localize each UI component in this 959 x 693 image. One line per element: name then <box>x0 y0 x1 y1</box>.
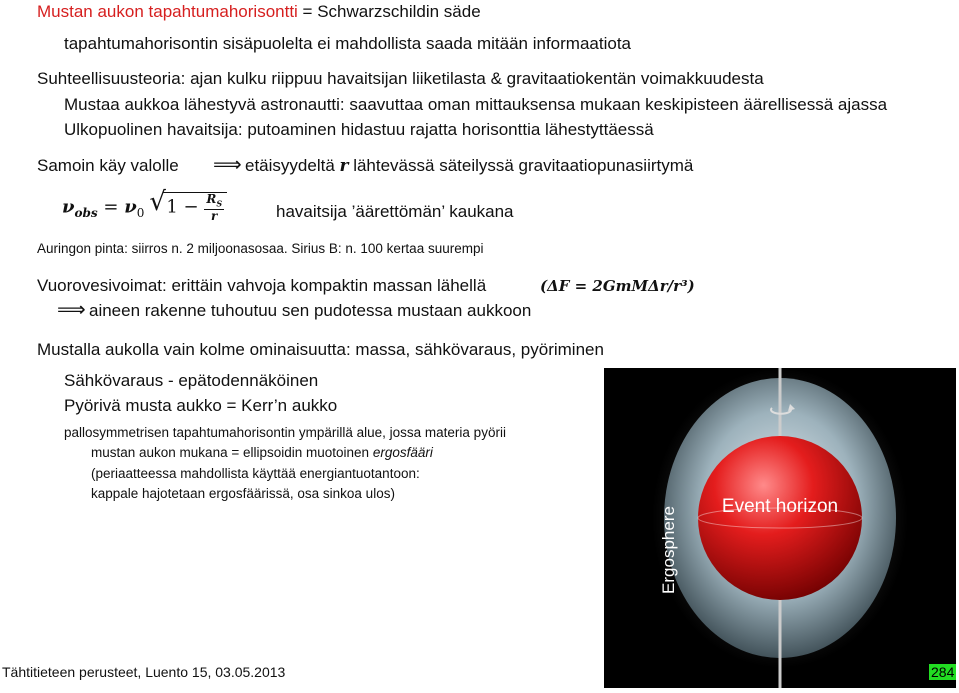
line14-pre: mustan aukon mukana = ellipsoidin muotoinen <box>91 445 373 460</box>
line6-mid1: etäisyydeltä <box>245 156 340 175</box>
text-line-15: (periaatteessa mahdollista käyttää energiantuotantoon: <box>91 466 420 481</box>
formula-one: 1 − <box>166 196 205 218</box>
text-line-3: Suhteellisuusteoria: ajan kulku riippuu havaitsijan liiketilasta & gravitaatiokentän voimakkuudesta <box>37 69 764 88</box>
ergosphere-label: Ergosphere <box>659 506 678 594</box>
formula-description: havaitsija ’äärettömän’ kaukana <box>276 202 514 221</box>
page-number: 284 <box>931 664 955 680</box>
formula-den: r <box>211 209 218 224</box>
heading-line <box>37 2 481 22</box>
figure-svg <box>604 368 956 688</box>
text-line-16: kappale hajotetaan ergosfäärissä, osa sinkoa ulos) <box>91 486 395 501</box>
text-line-9: aineen rakenne tuhoutuu sen pudotessa mustaan aukkoon <box>89 301 532 320</box>
event-horizon-label: Event horizon <box>721 496 839 517</box>
event-horizon-sphere <box>698 436 862 600</box>
text-line-14 <box>91 445 433 460</box>
sqrt-sign-icon: √ <box>149 187 166 217</box>
sqrt-radicand <box>149 187 227 224</box>
heading-term: Mustan aukon tapahtumahorisontti <box>37 2 298 21</box>
line14-term: ergosfääri <box>372 445 433 460</box>
formula-zero: 0 <box>136 206 145 221</box>
formula-redshift <box>62 187 227 224</box>
line6-var: r <box>339 156 349 176</box>
text-line-7: Auringon pinta: siirros n. 2 miljoonasosaa. Sirius B: n. 100 kertaa suurempi <box>37 241 484 256</box>
formula-nu: ν <box>62 196 75 218</box>
heading-rest: = Schwarzschildin säde <box>297 2 481 21</box>
text-line-2: tapahtumahorisontin sisäpuolelta ei mahdollista saada mitään informaatiota <box>64 34 632 53</box>
text-line-10: Mustalla aukolla vain kolme ominaisuutta: massa, sähkövaraus, pyöriminen <box>37 340 604 359</box>
formula-nu0: ν <box>124 196 137 218</box>
text-line-4: Mustaa aukkoa lähestyvä astronautti: saavuttaa oman mittauksensa mukaan keskipisteen äärellisessä ajassa <box>64 95 888 114</box>
line6-mid2: lähtevässä säteilyssä gravitaatiopunasiirtymä <box>348 156 694 175</box>
text-line-12: Pyörivä musta aukko = Kerr’n aukko <box>64 396 338 415</box>
footer-text: Tähtitieteen perusteet, Luento 15, 03.05.2013 <box>2 664 286 680</box>
formula-numsub: S <box>216 198 223 209</box>
formula-obs: obs <box>74 206 98 221</box>
text-line-8: Vuorovesivoimat: erittäin vahvoja kompaktin massan lähellä <box>37 276 487 295</box>
formula-num: R <box>206 192 217 206</box>
formula-eq: = <box>97 196 125 218</box>
text-line-11: Sähkövaraus - epätodennäköinen <box>64 371 319 390</box>
formula-fraction <box>204 193 224 222</box>
kerr-black-hole-figure <box>604 368 956 688</box>
line6-left: Samoin käy valolle <box>37 156 179 175</box>
tidal-formula: (ΔF = 2GmMΔr/r³) <box>540 277 695 295</box>
text-line-13: pallosymmetrisen tapahtumahorisontin ympärillä alue, jossa materia pyörii <box>64 425 506 440</box>
implies-arrow-icon-2: ⟹ <box>57 297 86 321</box>
text-line-6 <box>37 156 179 176</box>
text-line-5: Ulkopuolinen havaitsija: putoaminen hidastuu rajatta horisonttia lähestyttäessä <box>64 120 654 139</box>
line6-right <box>245 156 693 176</box>
implies-arrow-icon: ⟹ <box>213 152 242 176</box>
